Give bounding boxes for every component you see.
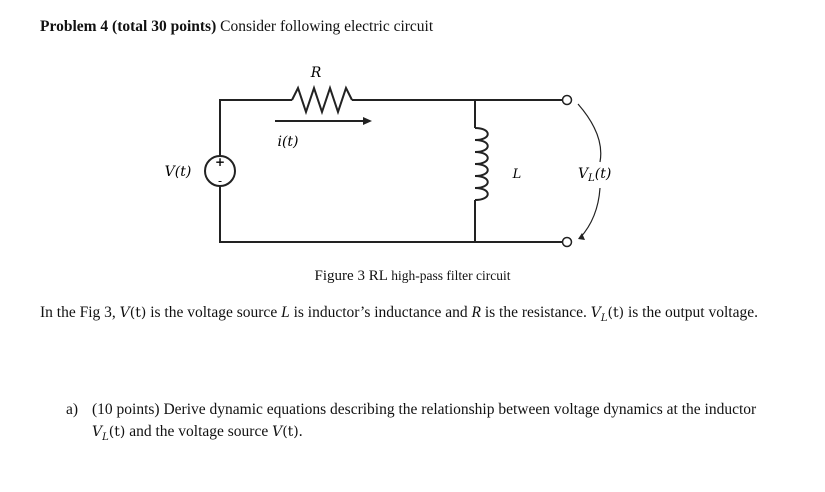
para-vl-t: (t) — [607, 305, 625, 321]
qa-vl: V — [92, 424, 103, 440]
para-text-5: is the output voltage. — [624, 304, 758, 321]
label-VL-sub: L — [588, 173, 595, 184]
qa-text-2: and the voltage source — [125, 423, 273, 440]
para-text-4: is the resistance. — [480, 304, 591, 321]
resistor — [292, 88, 352, 112]
label-L: L — [512, 167, 522, 182]
para-text-1: In the Fig 3, — [40, 304, 120, 321]
output-arc-top — [578, 104, 601, 162]
caption-prefix: Figure 3 RL — [314, 268, 388, 284]
source-plus: + — [214, 155, 226, 169]
description-paragraph — [40, 302, 800, 330]
label-VL-V: V — [578, 166, 589, 182]
question-a-label: a) — [66, 401, 79, 418]
qa-vl-sub: L — [102, 432, 109, 444]
para-text-3: is inductor’s inductance and — [289, 304, 472, 321]
label-VL — [578, 166, 611, 184]
para-L: L — [281, 304, 290, 321]
wire-bottom — [220, 186, 562, 242]
question-a — [66, 399, 786, 449]
output-arc-bottom — [580, 188, 600, 238]
qa-text-3: . — [298, 423, 303, 440]
para-text-2: is the voltage source — [146, 304, 282, 321]
label-source: V(t) — [164, 164, 192, 180]
para-vl-sub: L — [600, 313, 608, 325]
terminal-bottom — [563, 238, 572, 247]
label-VL-t: (t) — [594, 166, 612, 182]
para-v-t: (t) — [129, 305, 147, 321]
para-v: V — [119, 305, 130, 321]
question-a-body — [92, 399, 786, 449]
caption-rest: high-pass filter circuit — [387, 268, 511, 283]
figure-caption — [0, 268, 825, 285]
qa-text-1: (10 points) Derive dynamic equations describing the relationship between voltage dynamics at the inductor — [92, 401, 757, 418]
terminal-top — [563, 96, 572, 105]
qa-v: V — [272, 424, 283, 440]
label-current: i(t) — [277, 134, 299, 150]
para-vl: V — [590, 305, 601, 321]
current-arrowhead — [363, 117, 372, 125]
label-R: R — [310, 65, 322, 81]
source-minus: - — [217, 174, 223, 188]
inductor — [475, 128, 488, 200]
problem-heading: Problem 4 (total 30 points) — [40, 18, 217, 35]
qa-v-t: (t) — [282, 424, 299, 440]
para-R: R — [471, 304, 481, 321]
problem-intro: Consider following electric circuit — [216, 18, 434, 35]
qa-vl-t: (t) — [108, 424, 126, 440]
